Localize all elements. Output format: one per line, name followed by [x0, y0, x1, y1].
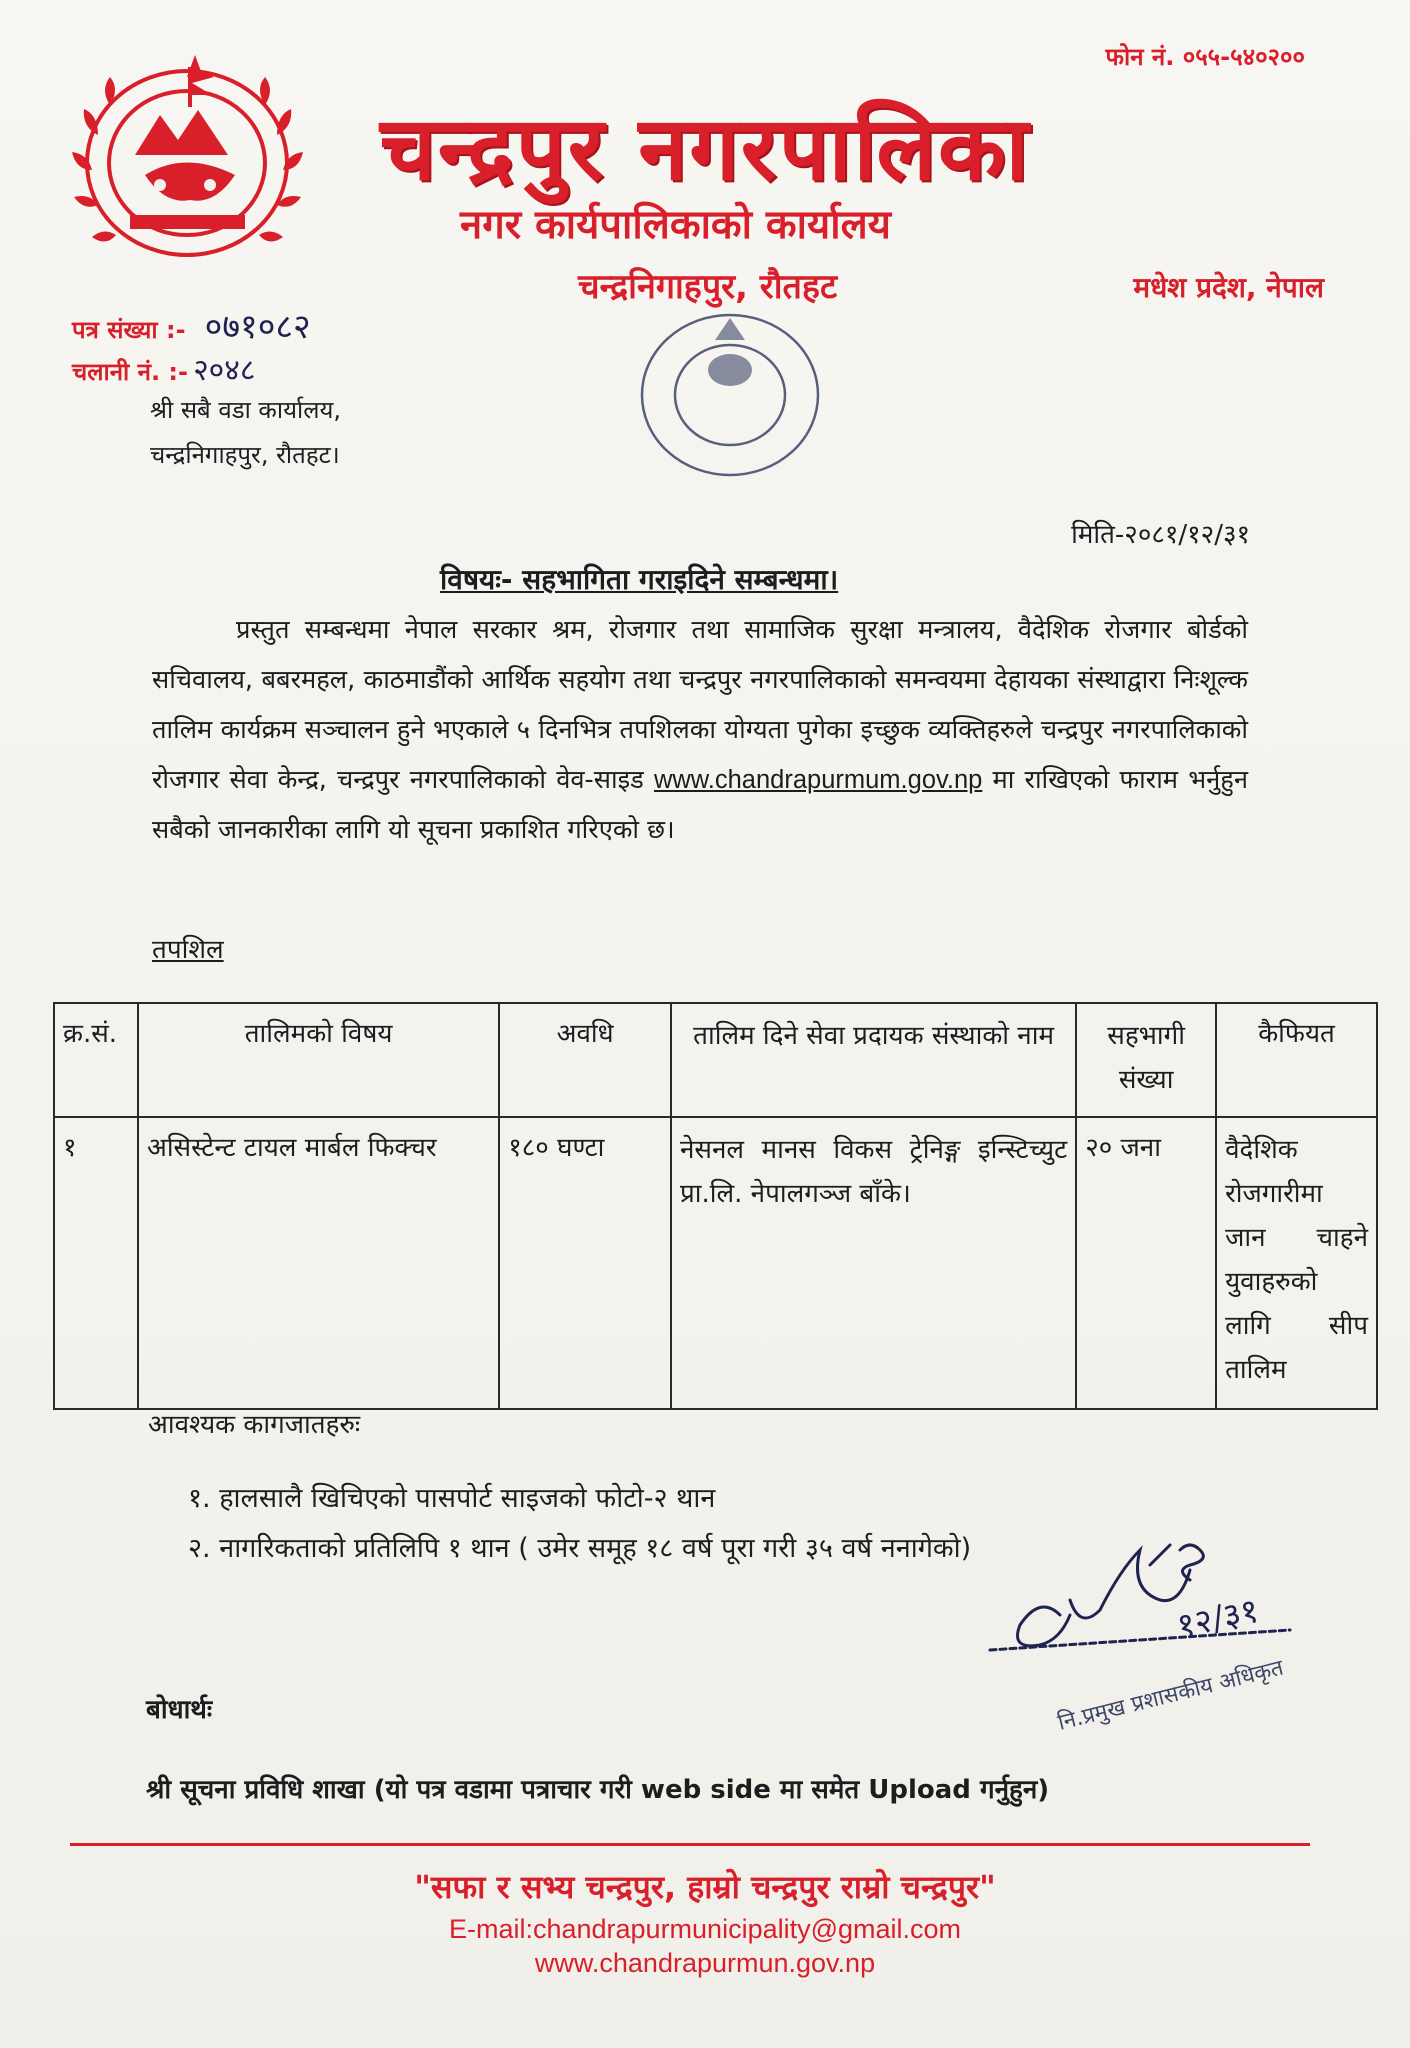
- cell-sn: १: [54, 1117, 138, 1409]
- signature-title: नि.प्रमुख प्रशासकीय अधिकृत: [1055, 1655, 1287, 1736]
- recipient-line-1: श्री सबै वडा कार्यालय,: [150, 396, 342, 424]
- patra-value: ०७१०८२: [204, 307, 311, 347]
- municipality-title: चन्द्रपुर नगरपालिका: [380, 97, 1031, 200]
- col-header-sn: क्र.सं.: [54, 1003, 138, 1117]
- office-title: नगर कार्यपालिकाको कार्यालय: [460, 202, 891, 248]
- patra-label: पत्र संख्या :-: [72, 316, 186, 344]
- chalani-number: [72, 348, 255, 389]
- tapsil-heading: तपशिल: [152, 935, 224, 965]
- footer-website: www.chandrapurmun.gov.np: [534, 1948, 876, 1978]
- col-header-provider: तालिम दिने सेवा प्रदायक संस्थाको नाम: [671, 1003, 1076, 1117]
- chalani-value: २०४८: [193, 353, 256, 388]
- cell-remarks: वैदेशिक रोजगारीमा जान चाहने युवाहरुको लागि सीप तालिम: [1216, 1117, 1377, 1409]
- letter-body: [152, 605, 1248, 855]
- document-item: २. नागरिकताको प्रतिलिपि १ थान ( उमेर समूह १८ वर्ष पूरा गरी ३५ वर्ष ननागेको): [188, 1533, 972, 1564]
- signature-icon: [980, 1520, 1310, 1750]
- website-link: www.chandrapurmum.gov.np: [653, 766, 983, 794]
- training-table: [53, 1002, 1378, 1410]
- col-header-remarks: कैफियत: [1216, 1003, 1377, 1117]
- footer-divider: [70, 1843, 1310, 1846]
- col-header-participants: सहभागी संख्या: [1076, 1003, 1216, 1117]
- letter-subject: विषयः- सहभागिता गराइदिने सम्बन्धमा।: [440, 563, 839, 596]
- col-header-duration: अवधि: [499, 1003, 671, 1117]
- cell-subject: असिस्टेन्ट टायल मार्बल फिक्चर: [138, 1117, 499, 1409]
- body-text-1: प्रस्तुत सम्बन्धमा नेपाल सरकार श्रम, रोजगार तथा सामाजिक सुरक्षा मन्त्रालय, वैदेशिक रोजगार बोर्डको सचिवालय, बबरमहल, काठमाडौंको आर्थिक सहयोग तथा चन्द्रपुर नगरपालिकाको समन्वयमा देहायका संस्थाद्वारा निःशूल्क तालिम कार्यक्रम सञ्चालन हुने भएकाले ५ दिनभित्र तपशिलका योग्यता पुगेका इच्छुक व्यक्तिहरुले चन्द्रपुर नगरपालिकाको रोजगार सेवा केन्द्र, चन्द्रपुर नगरपालिकाको वेव-साइड: [152, 615, 1248, 795]
- recipient-line-2: चन्द्रनिगाहपुर, रौतहट।: [150, 441, 340, 469]
- footer-slogan: "सफा र सभ्य चन्द्रपुर, हाम्रो चन्द्रपुर राम्रो चन्द्रपुर": [414, 1868, 996, 1906]
- documents-heading: आवश्यक कागजातहरुः: [148, 1410, 361, 1440]
- bodhartha-line: श्री सूचना प्रविधि शाखा (यो पत्र वडामा पत्राचार गरी web side मा समेत Upload गर्नुहुन): [146, 1775, 1050, 1805]
- body-text-2: मा राखिएको फाराम भर्नुहुन सबैको जानकारीका लागि यो सूचना प्रकाशित गरिएको छ।: [152, 765, 1248, 845]
- letter-date: मिति-२०८१/१२/३१: [1071, 520, 1250, 550]
- patra-sankhya: [72, 302, 311, 348]
- cell-duration: १८० घण्टा: [499, 1117, 671, 1409]
- col-header-subject: तालिमको विषय: [138, 1003, 499, 1117]
- cell-participants: २० जना: [1076, 1117, 1216, 1409]
- table-row: [54, 1117, 1377, 1409]
- bodhartha-label: बोधार्थः: [146, 1695, 213, 1725]
- document-item: १. हालसालै खिचिएको पासपोर्ट साइजको फोटो-२ थान: [188, 1483, 716, 1514]
- office-address: चन्द्रनिगाहपुर, रौतहट: [578, 267, 838, 307]
- office-stamp-icon: [630, 300, 830, 490]
- chalani-label: चलानी नं. :-: [72, 358, 188, 386]
- signature-date: १२/३१: [1173, 1590, 1263, 1647]
- footer-email: E-mail:chandrapurmunicipality@gmail.com: [448, 1914, 962, 1944]
- cell-provider: नेसनल मानस विकस ट्रेनिङ्ग इन्स्टिच्युट प्रा.लि. नेपालगञ्ज बाँके।: [671, 1117, 1076, 1409]
- phone-number: फोन नं. ०५५-५४०२००: [1105, 43, 1305, 71]
- table-header-row: [54, 1003, 1377, 1117]
- nepal-emblem-icon: [70, 45, 305, 270]
- province: मधेश प्रदेश, नेपाल: [1133, 271, 1324, 304]
